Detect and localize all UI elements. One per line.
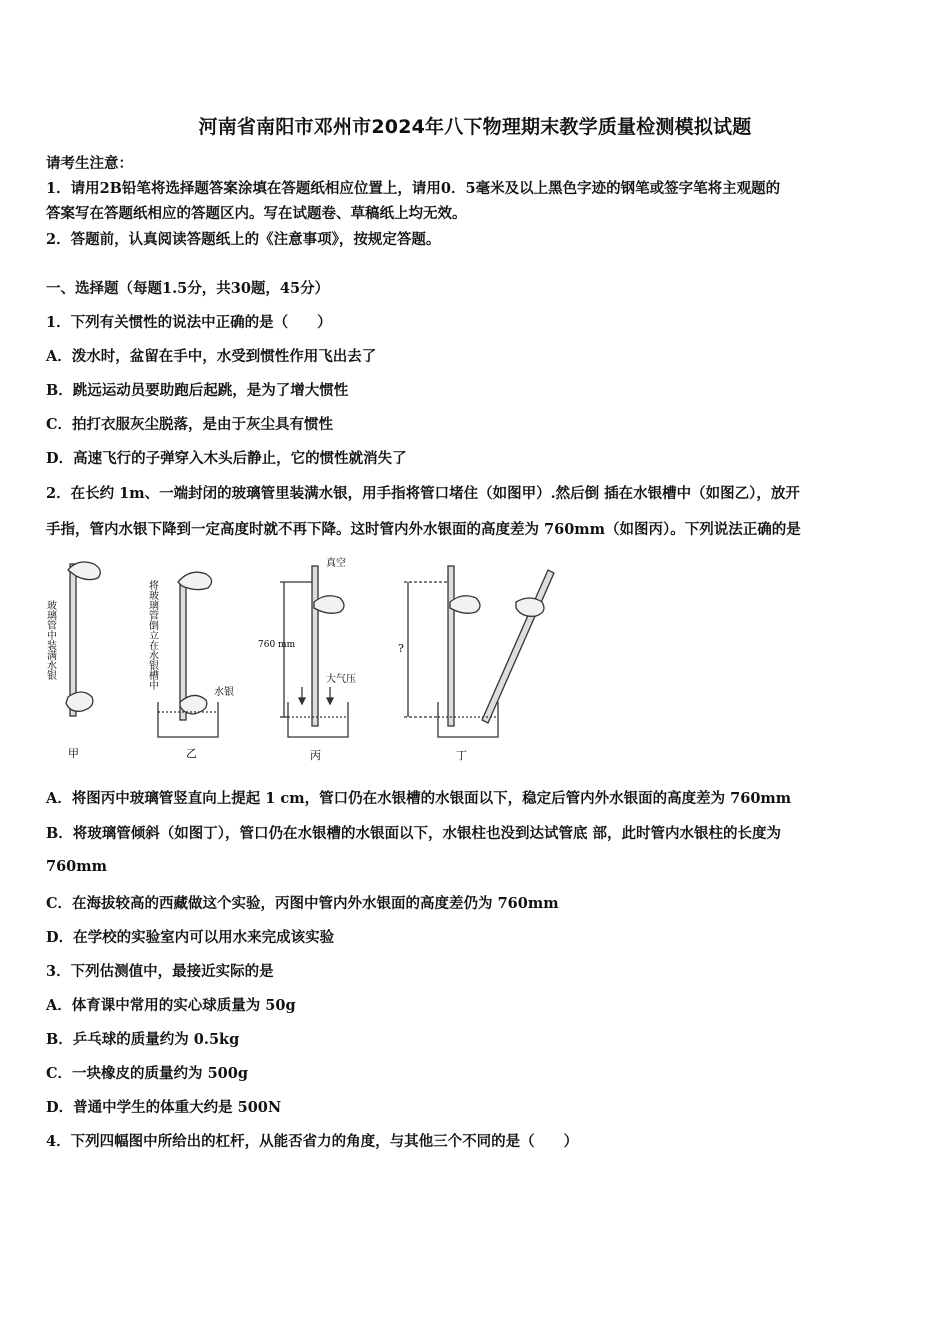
caption-bing: 丙: [310, 749, 321, 762]
q3-option-b: B．乒乓球的质量约为 0.5kg: [46, 1031, 240, 1048]
label-question: ?: [398, 642, 404, 655]
q2-option-b-line-1: B．将玻璃管倾斜（如图丁），管口仍在水银槽的水银面以下，水银柱也没到达试管底 部，此时管内水银柱的长度为: [46, 825, 782, 842]
q1-option-b: B．跳远运动员要助跑后起跳，是为了增大惯性: [46, 382, 349, 399]
q1-option-c: C．拍打衣服灰尘脱落，是由于灰尘具有惯性: [46, 416, 334, 433]
q2-option-a: A．将图丙中玻璃管竖直向上提起 1 cm，管口仍在水银槽的水银面以下，稳定后管内外水银面的高度差为 760mm: [46, 790, 792, 807]
q3-option-c: C．一块橡皮的质量约为 500g: [46, 1065, 248, 1082]
q3-option-d: D．普通中学生的体重大约是 500N: [46, 1099, 282, 1116]
label-jia: 玻璃管中装满水银: [44, 600, 56, 680]
label-760mm: 760 mm: [258, 640, 296, 650]
q1-option-a: A．泼水时，盆留在手中，水受到惯性作用飞出去了: [46, 348, 377, 365]
q2-option-c: C．在海拔较高的西藏做这个实验，丙图中管内外水银面的高度差仍为 760mm: [46, 895, 559, 912]
caption-jia: 甲: [68, 747, 79, 760]
q1-stem: 1．下列有关惯性的说法中正确的是（ ）: [46, 314, 332, 331]
q2-option-b-line-2: 760mm: [46, 858, 107, 875]
torricelli-figure: [40, 552, 560, 772]
figure-jia: [66, 562, 100, 716]
notice-item-2: 2．答题前，认真阅读答题纸上的《注意事项》，按规定答题。: [46, 231, 441, 248]
label-mercury: 水银: [214, 687, 234, 698]
caption-ding: 丁: [456, 749, 467, 762]
figure-bing: [280, 566, 348, 737]
caption-yi: 乙: [186, 747, 197, 760]
q3-option-a: A．体育课中常用的实心球质量为 50g: [46, 997, 296, 1014]
notice-item-1-line-1: 1．请用2B铅笔将选择题答案涂填在答题纸相应位置上，请用0．5毫米及以上黑色字迹的钢笔或签字笔将主观题的: [46, 180, 781, 197]
section-heading: 一、选择题（每题1.5分，共30题，45分）: [46, 280, 330, 297]
q2-stem-line-2: 手指，管内水银下降到一定高度时就不再下降。这时管内外水银面的高度差为 760mm（如图丙）。下列说法正确的是: [46, 521, 801, 538]
q2-option-d: D．在学校的实验室内可以用水来完成该实验: [46, 929, 335, 946]
q4-stem: 4．下列四幅图中所给出的杠杆，从能否省力的角度，与其他三个不同的是（ ）: [46, 1133, 579, 1150]
figure-ding: [404, 566, 554, 737]
notice-item-1-line-2: 答案写在答题纸相应的答题区内。写在试题卷、草稿纸上均无效。: [46, 205, 467, 222]
label-vacuum: 真空: [326, 558, 346, 569]
page-title: 河南省南阳市邓州市2024年八下物理期末教学质量检测模拟试题: [198, 116, 752, 138]
q2-stem-line-1: 2．在长约 1m、一端封闭的玻璃管里装满水银，用手指将管口堵住（如图甲）.然后倒 插在水银槽中（如图乙），放开: [46, 485, 800, 502]
notice-heading: 请考生注意：: [46, 155, 133, 172]
label-yi: 将玻璃管倒立在水银槽中: [146, 580, 158, 690]
figure-yi: [158, 572, 218, 737]
label-atm: 大气压: [326, 674, 356, 685]
q3-stem: 3．下列估测值中，最接近实际的是: [46, 963, 274, 980]
q1-option-d: D．高速飞行的子弹穿入木头后静止，它的惯性就消失了: [46, 450, 407, 467]
